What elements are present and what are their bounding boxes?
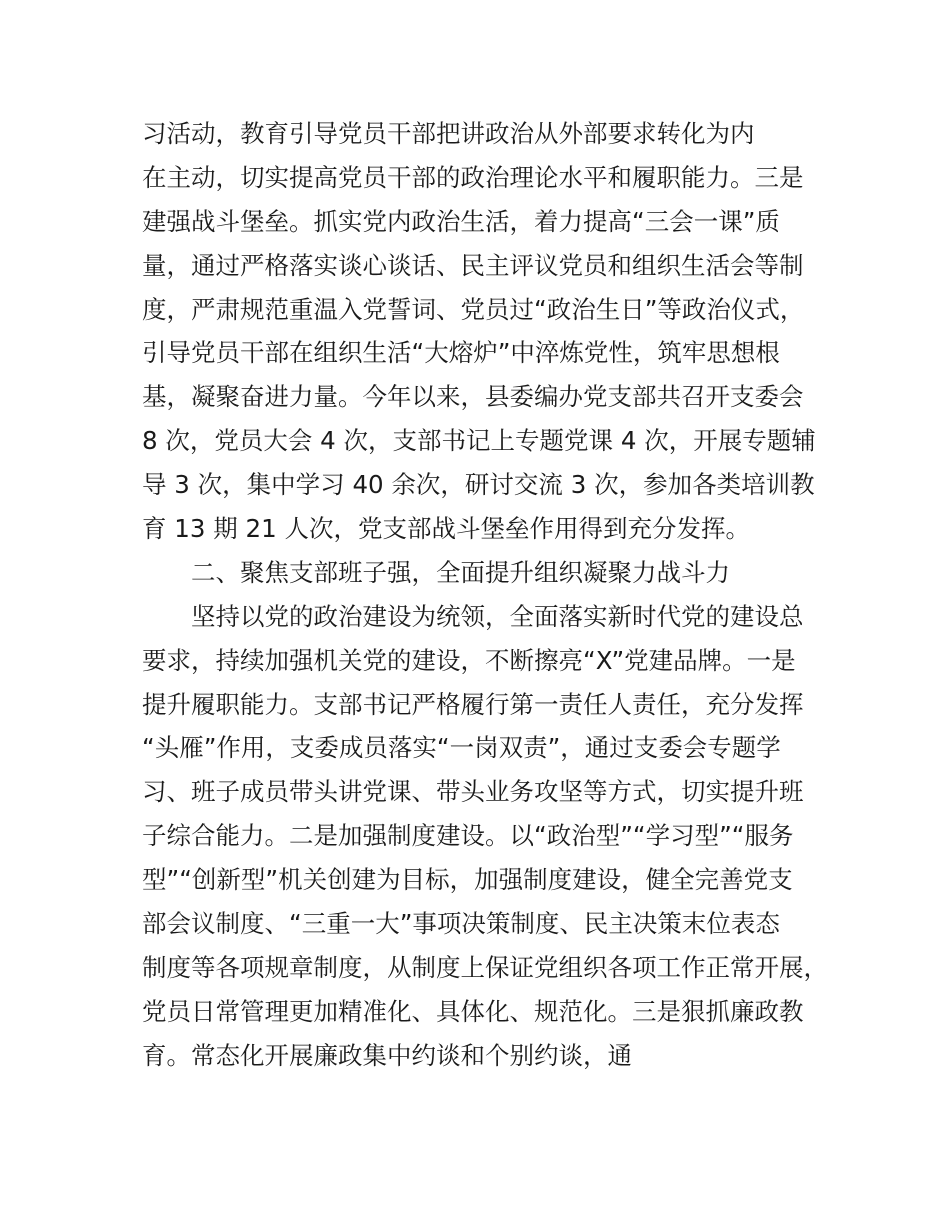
text-line: 建强战斗堡垒。抓实党内政治生活，着力提高“三会一课”质 <box>142 206 780 236</box>
text-line: 育。常态化开展廉政集中约谈和个别约谈，通 <box>142 1040 632 1070</box>
text-line: 量，通过严格落实谈心谈话、民主评议党员和组织生活会等制 <box>142 250 804 280</box>
text-line: 育 13 期 21 人次，党支部战斗堡垒作用得到充分发挥。 <box>142 514 750 544</box>
section-heading: 二、聚焦支部班子强，全面提升组织凝聚力战斗力 <box>191 557 730 587</box>
text-line: 部会议制度、“三重一大”事项决策制度、民主决策末位表态 <box>142 909 780 939</box>
document-body <box>142 112 842 1078</box>
text-line: 要求，持续加强机关党的建设，不断擦亮“X”党建品牌。一是 <box>142 645 796 675</box>
text-line: 提升履职能力。支部书记严格履行第一责任人责任，充分发挥 <box>142 689 804 719</box>
text-line: 坚持以党的政治建设为统领，全面落实新时代党的建设总 <box>191 601 804 631</box>
text-line: 引导党员干部在组织生活“大熔炉”中淬炼党性，筑牢思想根 <box>142 338 780 368</box>
text-line: 习、班子成员带头讲党课、带头业务攻坚等方式，切实提升班 <box>142 777 804 807</box>
text-line: 制度等各项规章制度，从制度上保证党组织各项工作正常开展， <box>142 952 828 982</box>
paragraph <box>142 595 842 1078</box>
text-line: 导 3 次，集中学习 40 余次，研讨交流 3 次，参加各类培训教 <box>142 470 815 500</box>
text-line: 基，凝聚奋进力量。今年以来，县委编办党支部共召开支委会 <box>142 382 804 412</box>
text-line: 在主动，切实提高党员干部的政治理论水平和履职能力。三是 <box>142 162 804 192</box>
text-line: 党员日常管理更加精准化、具体化、规范化。三是狠抓廉政教 <box>142 996 804 1026</box>
text-line: 子综合能力。二是加强制度建设。以“政治型”“学习型”“服务 <box>142 821 794 851</box>
text-line: “头雁”作用，支委成员落实“一岗双责”，通过支委会专题学 <box>142 733 781 763</box>
text-line: 8 次，党员大会 4 次，支部书记上专题党课 4 次，开展专题辅 <box>142 426 816 456</box>
text-line: 习活动，教育引导党员干部把讲政治从外部要求转化为内 <box>142 119 755 148</box>
text-line: 度，严肃规范重温入党誓词、党员过“政治生日”等政治仪式， <box>142 294 805 324</box>
text-line: 型”“创新型”机关创建为目标，加强制度建设，健全完善党支 <box>142 865 793 895</box>
paragraph-continued <box>142 112 842 551</box>
